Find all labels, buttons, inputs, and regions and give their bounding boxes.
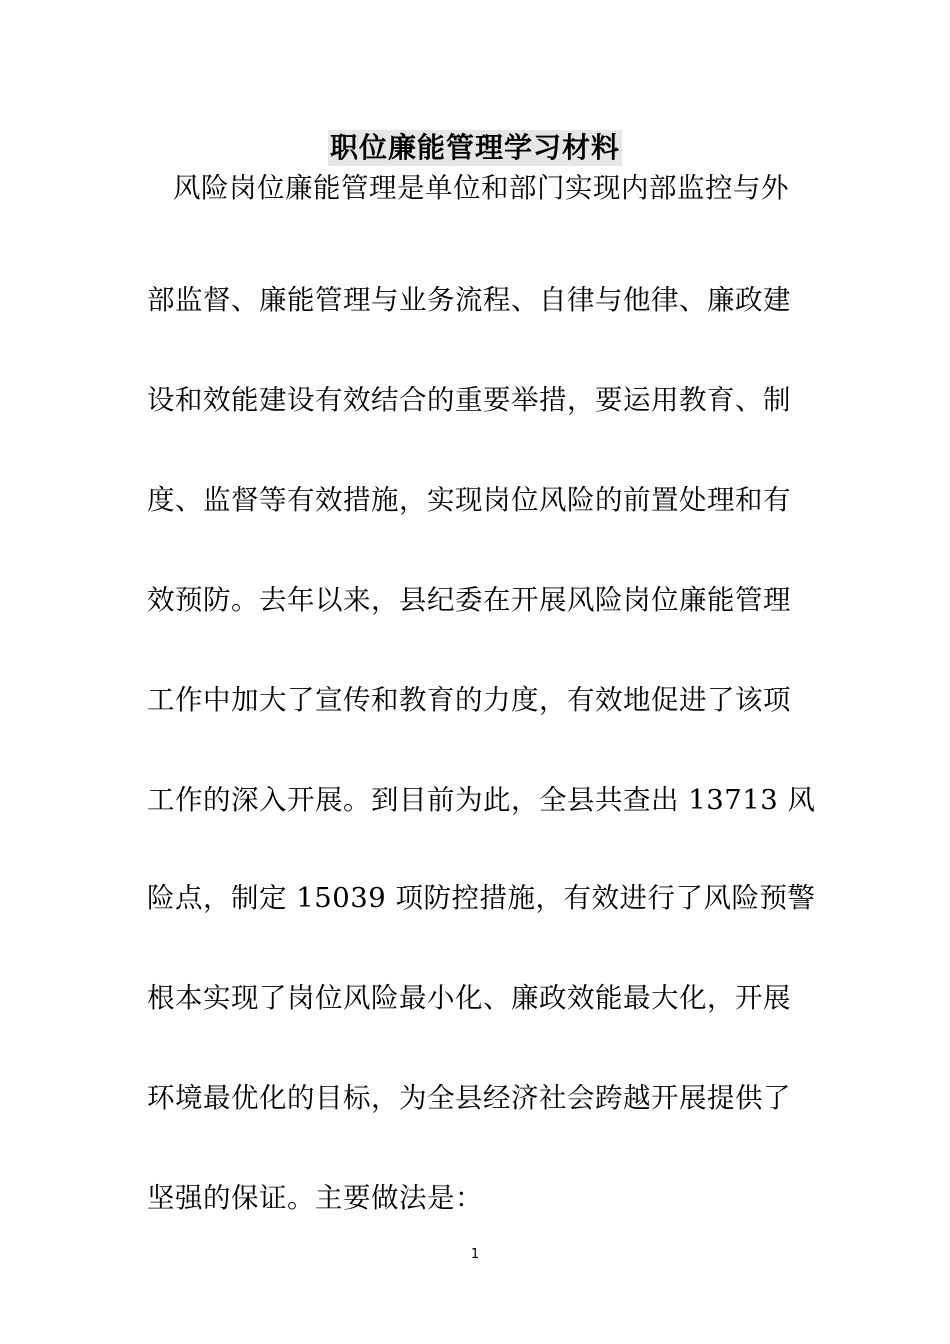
body-line: 风险岗位廉能管理是单位和部门实现内部监控与外: [145, 172, 789, 204]
body-line: 部监督、廉能管理与业务流程、自律与他律、廉政建: [147, 284, 791, 316]
title-container: [0, 130, 950, 166]
body-line: 度、监督等有效措施，实现岗位风险的前置处理和有: [147, 484, 791, 516]
body-line: 工作的深入开展。到目前为此，全县共查出 13713 风: [147, 784, 816, 816]
document-title: 职位廉能管理学习材料: [329, 131, 620, 164]
body-line: 设和效能建设有效结合的重要举措，要运用教育、制: [147, 384, 791, 416]
body-line: 工作中加大了宣传和教育的力度，有效地促进了该项: [147, 684, 791, 716]
body-line: 根本实现了岗位风险最小化、廉政效能最大化，开展: [147, 982, 791, 1014]
body-line: 环境最优化的目标，为全县经济社会跨越开展提供了: [147, 1082, 791, 1114]
body-line: 险点，制定 15039 项防控措施，有效进行了风险预警: [147, 882, 816, 914]
body-line: 坚强的保证。主要做法是：: [147, 1182, 483, 1214]
body-line: 效预防。去年以来，县纪委在开展风险岗位廉能管理: [147, 584, 791, 616]
page-number: 1: [470, 1247, 480, 1262]
